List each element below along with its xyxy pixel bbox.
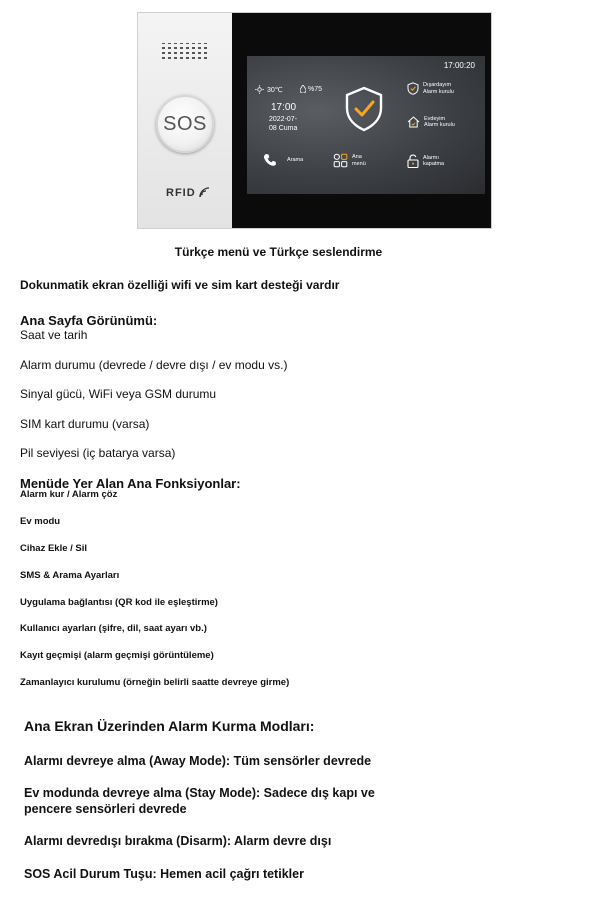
- sun-icon: [255, 85, 264, 94]
- away-line1: Dışardayım: [423, 82, 452, 89]
- arm-mode-disarm: Alarmı devredışı bırakma (Disarm): Alarm devre dışı: [24, 834, 332, 848]
- arm-mode-stay-line1: Ev modunda devreye alma (Stay Mode): Sadece dış kapı ve: [24, 786, 375, 800]
- arm-mode-stay-line2: pencere sensörleri devrede: [24, 802, 187, 816]
- phone-icon: [263, 153, 277, 167]
- home-icon: [407, 116, 420, 128]
- call-label: Arama: [287, 156, 304, 163]
- screen-main-menu: [333, 153, 366, 168]
- menu-function-item: Cihaz Ekle / Sil: [20, 543, 88, 554]
- home-view-item: SIM kart durumu (varsa): [20, 417, 150, 431]
- unlock-icon: [407, 154, 419, 168]
- arm-modes-heading: Ana Ekran Üzerinden Alarm Kurma Modları:: [24, 718, 315, 734]
- menu-grid-icon: [333, 153, 348, 168]
- shield-small-icon: [407, 82, 419, 95]
- disarm-line2: kapatma: [423, 161, 445, 167]
- lead-text: Dokunmatik ekran özelliği wifi ve sim kart desteği vardır: [20, 278, 340, 292]
- rfid-wave-icon: [198, 187, 210, 199]
- home-view-item: Alarm durumu (devrede / devre dışı / ev modu vs.): [20, 358, 288, 372]
- menu-line1: Ana: [352, 154, 362, 161]
- screen-clock: 17:00: [271, 102, 297, 113]
- screen-stay-mode: [407, 116, 455, 129]
- sos-button: SOS: [156, 95, 214, 153]
- screen-away-mode: [407, 82, 454, 95]
- device-left-panel: [138, 13, 232, 228]
- screen-disarm: [407, 154, 444, 168]
- touch-screen: [247, 56, 485, 194]
- screen-call: [263, 153, 303, 167]
- away-line2: Alarm kurulu: [423, 88, 454, 95]
- menu-function-item: Kayıt geçmişi (alarm geçmişi görüntüleme): [20, 650, 214, 661]
- stay-line1: Evdeyim: [424, 116, 446, 122]
- screen-date-line2: 08 Cuma: [269, 125, 298, 132]
- home-view-item: Saat ve tarih: [20, 328, 88, 342]
- menu-functions-heading: Menüde Yer Alan Ana Fonksiyonlar:: [20, 476, 241, 491]
- shield-check-icon: [343, 86, 385, 132]
- disarm-label: [423, 155, 444, 168]
- droplet-icon: [300, 85, 306, 93]
- alarm-panel-device: [137, 12, 492, 229]
- speaker-grille: [162, 43, 208, 59]
- menu-function-item: Uygulama bağlantısı (QR kod ile eşleştirme): [20, 597, 218, 608]
- stay-mode-label: [424, 116, 455, 129]
- stay-line2: Alarm kurulu: [424, 122, 455, 129]
- menu-function-item: Alarm kur / Alarm çöz: [20, 489, 118, 500]
- screen-time: 17:00:20: [443, 61, 475, 70]
- home-view-item: Pil seviyesi (iç batarya varsa): [20, 446, 176, 460]
- menu-function-item: Zamanlayıcı kurulumu (örneğin belirli saatte devreye girme): [20, 677, 290, 688]
- arm-mode-sos: SOS Acil Durum Tuşu: Hemen acil çağrı tetikler: [24, 867, 304, 881]
- screen-date-line1: 2022-07-: [269, 116, 298, 123]
- menu-function-item: Ev modu: [20, 516, 61, 527]
- screen-temperature: [255, 85, 283, 94]
- screen-humidity: [300, 85, 322, 93]
- menu-function-item: Kullanıcı ayarları (şifre, dil, saat ayarı vb.): [20, 623, 207, 634]
- menu-line2: menü: [352, 160, 366, 167]
- home-view-item: Sinyal gücü, WiFi veya GSM durumu: [20, 387, 217, 401]
- main-menu-label: [352, 154, 366, 167]
- image-caption: Türkçe menü ve Türkçe seslendirme: [174, 245, 383, 259]
- temperature-value: 30℃: [267, 86, 283, 94]
- menu-function-item: SMS & Arama Ayarları: [20, 570, 120, 581]
- rfid-label: [166, 187, 210, 199]
- arm-mode-away: Alarmı devreye alma (Away Mode): Tüm sensörler devrede: [24, 754, 372, 768]
- device-display-bezel: [232, 13, 491, 228]
- home-view-heading: Ana Sayfa Görünümü:: [20, 313, 158, 328]
- rfid-text: RFID: [166, 187, 196, 199]
- away-mode-label: [423, 82, 454, 95]
- humidity-value: %75: [308, 85, 323, 93]
- disarm-line1: Alarmı: [423, 154, 439, 161]
